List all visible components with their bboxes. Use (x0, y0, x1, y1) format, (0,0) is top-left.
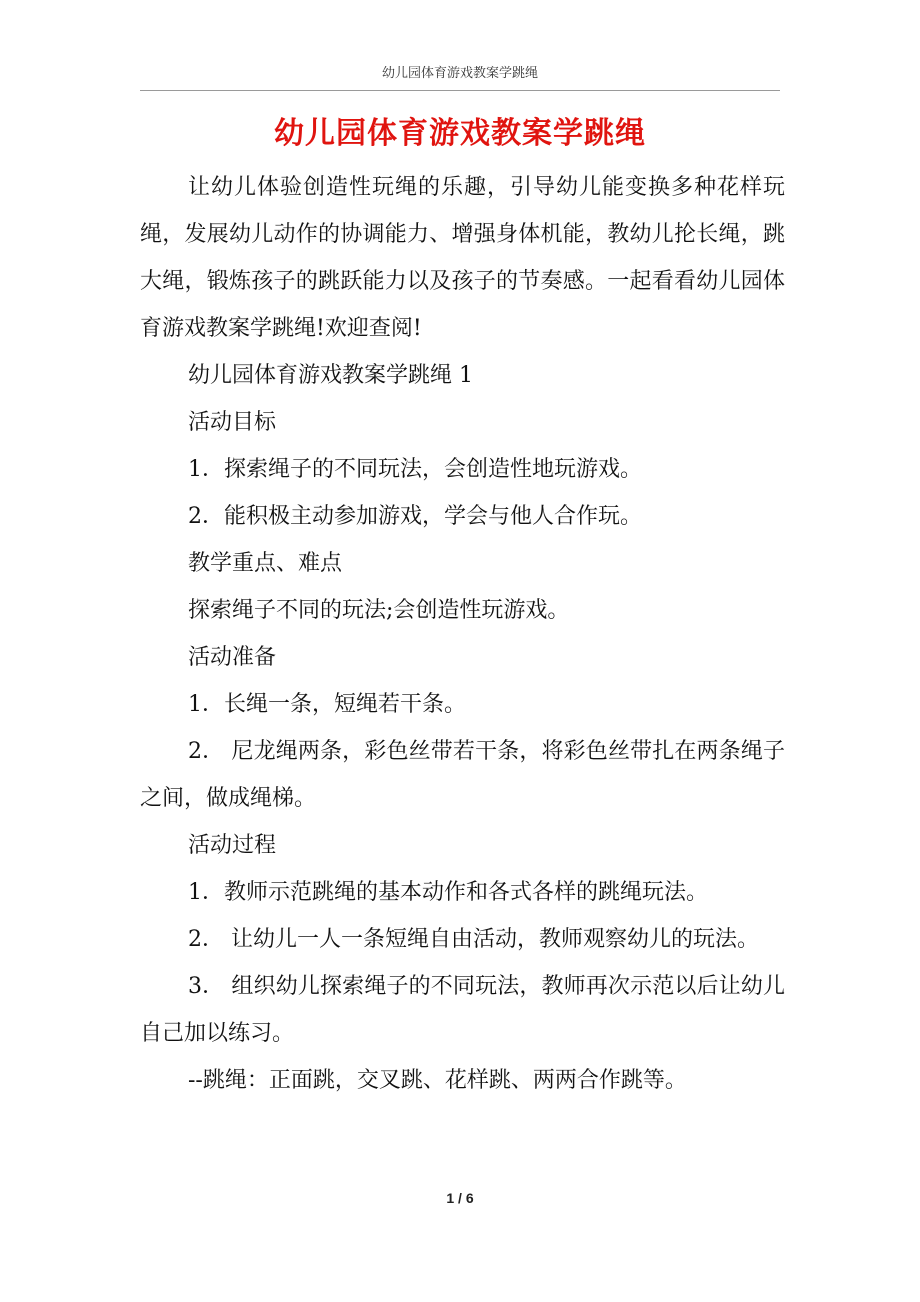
process-item-2: 2． 让幼儿一人一条短绳自由活动，教师观察幼儿的玩法。 (188, 927, 759, 952)
page-indicator: 1 / 6 (446, 1190, 474, 1206)
process-item-1: 1．教师示范跳绳的基本动作和各式各样的跳绳玩法。 (188, 880, 708, 905)
header-divider (140, 90, 780, 91)
document-title: 幼儿园体育游戏教案学跳绳 (274, 116, 646, 151)
preparation-heading: 活动准备 (188, 645, 277, 670)
section-title: 幼儿园体育游戏教案学跳绳 1 (188, 363, 473, 388)
preparation-item-1: 1．长绳一条，短绳若干条。 (188, 692, 466, 717)
preparation-item-2: 2． 尼龙绳两条，彩色丝带若干条，将彩色丝带扎在两条绳子之间，做成绳梯。 (140, 739, 785, 811)
running-header: 幼儿园体育游戏教案学跳绳 (381, 66, 538, 81)
goal-item-1: 1．探索绳子的不同玩法，会创造性地玩游戏。 (188, 457, 642, 482)
goal-item-2: 2．能积极主动参加游戏，学会与他人合作玩。 (188, 504, 642, 529)
intro-paragraph: 让幼儿体验创造性玩绳的乐趣，引导幼儿能变换多种花样玩绳，发展幼儿动作的协调能力、增强身体机能，教幼儿抡长绳，跳大绳，锻炼孩子的跳跃能力以及孩子的节奏感。一起看看幼儿园体育游戏教案学跳绳!欢迎查阅! (140, 175, 785, 341)
document-body (140, 164, 785, 1104)
key-points-text: 探索绳子不同的玩法;会创造性玩游戏。 (188, 598, 570, 623)
goals-heading: 活动目标 (188, 410, 277, 435)
process-item-3-sub: --跳绳：正面跳，交叉跳、花样跳、两两合作跳等。 (188, 1068, 687, 1093)
process-heading: 活动过程 (188, 833, 277, 858)
process-item-3: 3． 组织幼儿探索绳子的不同玩法，教师再次示范以后让幼儿自己加以练习。 (140, 974, 785, 1046)
key-points-heading: 教学重点、难点 (188, 551, 343, 576)
